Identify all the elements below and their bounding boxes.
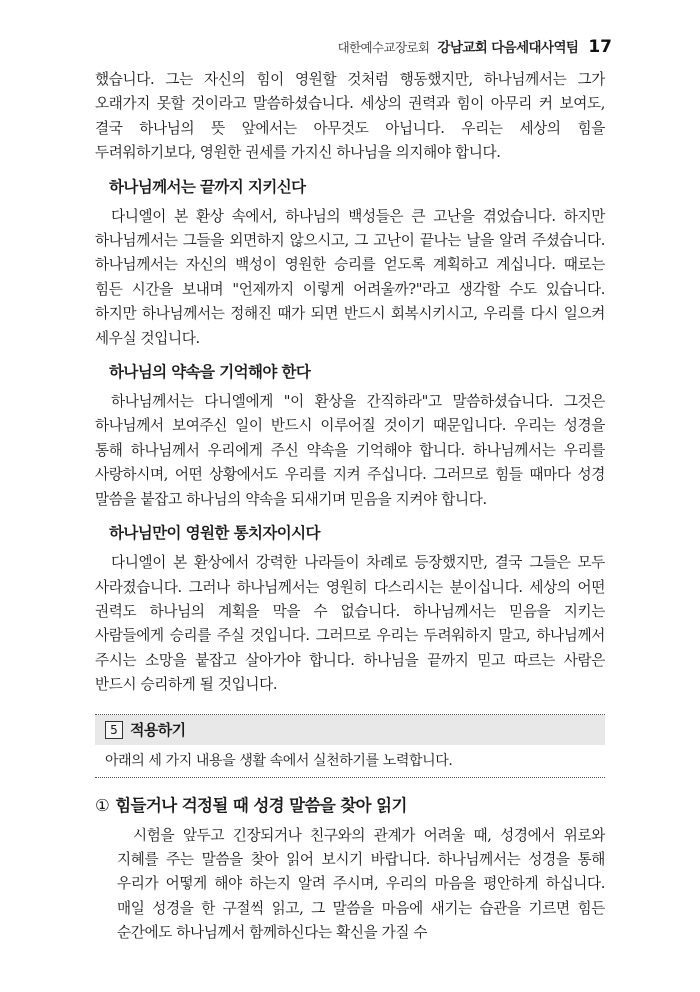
section-paragraph: 하나님께서는 다니엘에게 "이 환상을 간직하라"고 말씀하셨습니다. 그것은 하나님께서 보여주신 일이 반드시 이루어질 것이기 때문입니다. 우리는 성경을 통해 하나님께서 우리에게 주신 약속을 기억해야 합니다. 하나님께서는 우리를 사랑하시며, 어떤 상황에서도 우리를 지켜 주십니다. 그러므로 힘들 때마다 성경 말씀을 붙잡고 하나님의 약속을 되새기며 믿음을 지켜야 합니다. xyxy=(95,393,605,508)
apply-description: 아래의 세 가지 내용을 생활 속에서 실천하기를 노력합니다. xyxy=(95,745,605,778)
section-paragraph: 다니엘이 본 환상에서 강력한 나라들이 차례로 등장했지만, 결국 그들은 모두 사라졌습니다. 그러나 하나님께서는 영원히 다스리시는 분이십니다. 세상의 어떤 권력도 하나님의 계획을 막을 수 없습니다. 하나님께서는 믿음을 지키는 사람들에게 승리를 주실 것입니다. 그러므로 우리는 두려워하지 말고, 하나님께서 주시는 소망을 붙잡고 살아가야 합니다. 하나님을 끝까지 믿고 따르는 사람은 반드시 승리하게 될 것입니다. xyxy=(95,554,605,694)
apply-title: 적용하기 xyxy=(130,721,186,740)
section-paragraph: 다니엘이 본 환상 속에서, 하나님의 백성들은 큰 고난을 겪었습니다. 하지만 하나님께서는 그들을 외면하지 않으시고, 그 고난이 끝나는 날을 알려 주셨습니다. 하나님께서는 자신의 백성이 영원한 승리를 얻도록 계획하고 계십니다. 때로는 힘든 시간을 보내며 "언제까지 이렇게 어려울까?"라고 생각할 수도 있습니다. 하지만 하나님께서는 정해진 때가 되면 반드시 회복시키시고, 우리를 다시 일으켜 세우실 것입니다. xyxy=(95,207,605,347)
step-heading xyxy=(95,794,605,818)
intro-paragraph: 했습니다. 그는 자신의 힘이 영원할 것처럼 행동했지만, 하나님께서는 그가 오래가지 못할 것이라고 말씀하셨습니다. 세상의 권력과 힘이 아무리 커 보여도, 결국 하나님의 뜻 앞에서는 아무것도 아닙니다. 우리는 세상의 힘을 두려워하기보다, 영원한 권세를 가지신 하나님을 의지해야 합니다. xyxy=(95,71,605,162)
section-heading: 하나님께서는 끝까지 지키신다 xyxy=(109,177,306,196)
apply-section xyxy=(95,714,605,778)
step-paragraph: 시험을 앞두고 긴장되거나 친구와의 관계가 어려울 때, 성경에서 위로와 지혜를 주는 말씀을 찾아 읽어 보시기 바랍니다. 하나님께서는 성경을 통해 우리가 어떻게 해야 하는지 알려 주시며, 우리의 마음을 평안하게 하십니다. 매일 성경을 한 구절씩 읽고, 그 말씀을 마음에 새기는 습관을 기르면 힘든 순간에도 하나님께서 함께하신다는 확신을 가질 수 xyxy=(117,826,605,942)
running-header xyxy=(338,36,612,57)
apply-header xyxy=(95,715,605,745)
step-marker: ① xyxy=(95,795,110,815)
step-title: 힘들거나 걱정될 때 성경 말씀을 찾아 읽기 xyxy=(115,795,407,815)
header-ministry: 강남교회 다음세대사역팀 xyxy=(437,40,579,56)
page-content xyxy=(95,68,605,946)
page-number: 17 xyxy=(588,37,612,57)
section-heading: 하나님의 약속을 기억해야 한다 xyxy=(109,363,311,382)
section-heading: 하나님만이 영원한 통치자이시다 xyxy=(109,524,320,543)
section-number-box: 5 xyxy=(105,721,123,739)
header-organization: 대한예수교장로회 xyxy=(337,40,430,55)
